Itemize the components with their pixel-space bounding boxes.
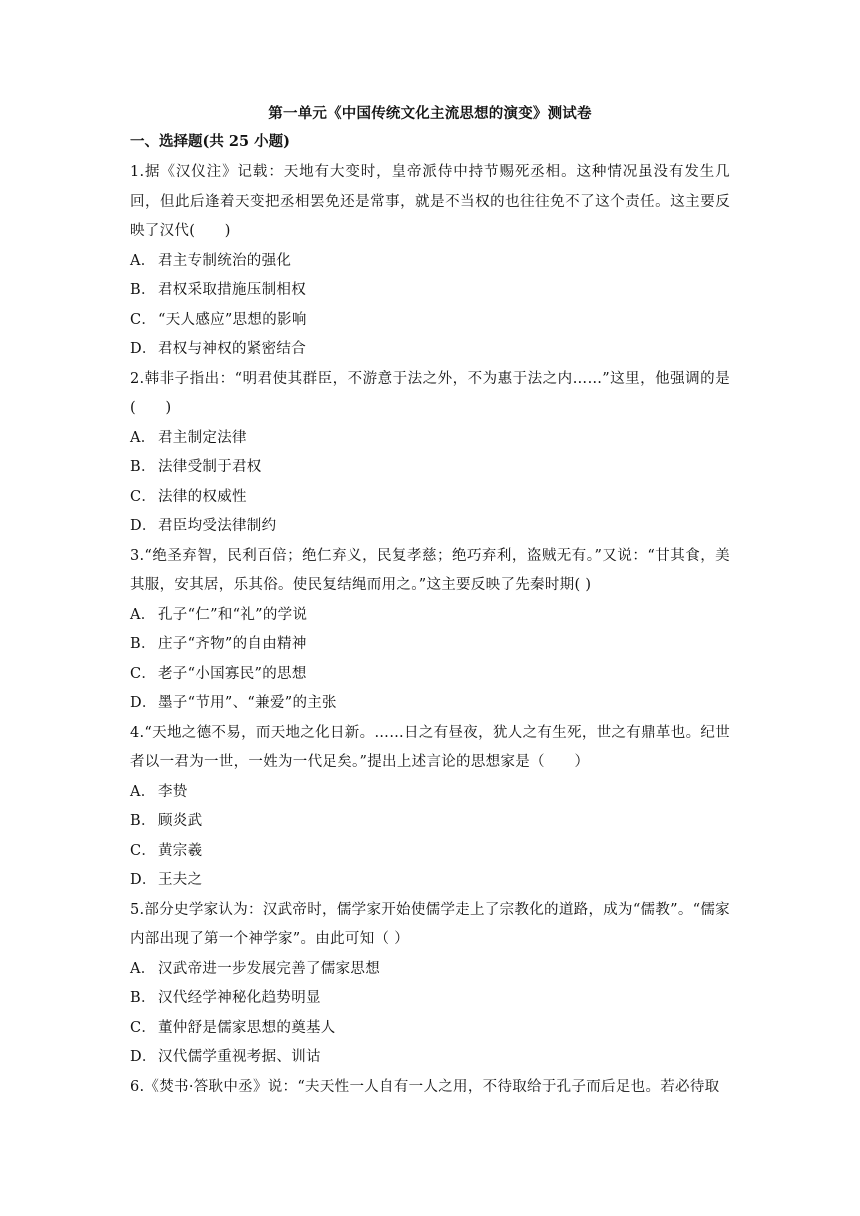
- option-d: [130, 689, 730, 719]
- option-letter: B．: [130, 990, 156, 1006]
- option-text: 君主制定法律: [158, 429, 247, 446]
- option-b: [130, 276, 730, 306]
- question-stem: 1.据《汉仪注》记载：天地有大变时，皇帝派侍中持节赐死丞相。这种情况虽没有发生几回，但此后逢着天变把丞相罢免还是常事，就是不当权的也往往免不了这个责任。这主要反映了汉代( ): [130, 164, 730, 239]
- option-text: 黄宗羲: [158, 842, 203, 859]
- exam-content: [130, 102, 730, 1102]
- option-letter: B．: [130, 813, 156, 829]
- option-c: [130, 837, 730, 867]
- option-list: [130, 424, 730, 542]
- exam-title: 第一单元《中国传统文化主流思想的演变》测试卷: [268, 105, 592, 122]
- option-d: [130, 512, 730, 542]
- question-4: [130, 719, 730, 896]
- question-stem: 6.《焚书·答耿中丞》说：“夫天性一人自有一人之用，不待取给于孔子而后足也。若必待取: [130, 1078, 720, 1095]
- option-a: [130, 601, 730, 631]
- option-letter: B．: [130, 636, 156, 652]
- question-stem: 5.部分史学家认为：汉武帝时，儒学家开始使儒学走上了宗教化的道路，成为“儒教”。“儒家内部出现了第一个神学家”。由此可知（ ）: [130, 901, 730, 947]
- option-letter: B．: [130, 282, 156, 298]
- question-3: [130, 542, 730, 719]
- option-letter: B．: [130, 459, 156, 475]
- option-text: 君臣均受法律制约: [158, 518, 277, 534]
- option-c: [130, 660, 730, 690]
- option-text: 顾炎武: [158, 813, 203, 829]
- option-text: 墨子“节用”、“兼爱”的主张: [158, 695, 337, 711]
- option-list: [130, 955, 730, 1073]
- option-letter: C．: [130, 842, 157, 859]
- option-list: [130, 778, 730, 896]
- question-stem: 4.“天地之德不易，而天地之化日新。……日之有昼夜，犹人之有生死，世之有鼎革也。纪世者以一君为一世，一姓为一代足矣。”提出上述言论的思想家是（ ）: [130, 724, 730, 770]
- option-d: [130, 1043, 730, 1073]
- option-d: [130, 866, 730, 896]
- option-letter: C．: [130, 311, 157, 328]
- option-letter: A．: [130, 960, 156, 977]
- option-text: 法律受制于君权: [158, 459, 262, 475]
- option-letter: A．: [130, 252, 156, 269]
- option-a: [130, 424, 730, 454]
- option-text: 法律的权威性: [158, 488, 247, 505]
- option-letter: D．: [130, 872, 157, 888]
- option-list: [130, 601, 730, 719]
- option-b: [130, 807, 730, 837]
- option-letter: C．: [130, 488, 157, 505]
- option-a: [130, 955, 730, 985]
- option-text: 孔子“仁”和“礼”的学说: [158, 606, 308, 623]
- option-letter: C．: [130, 1019, 157, 1036]
- option-letter: A．: [130, 783, 156, 800]
- question-6: [130, 1073, 730, 1103]
- option-letter: A．: [130, 606, 156, 623]
- option-text: 董仲舒是儒家思想的奠基人: [158, 1019, 336, 1036]
- option-letter: A．: [130, 429, 156, 446]
- option-text: 王夫之: [158, 872, 203, 888]
- option-list: [130, 247, 730, 365]
- question-1: [130, 158, 730, 365]
- question-stem: 2.韩非子指出：“明君使其群臣，不游意于法之外，不为惠于法之内……”这里，他强调的是( ): [130, 370, 730, 416]
- option-a: [130, 247, 730, 277]
- option-b: [130, 984, 730, 1014]
- option-letter: D．: [130, 695, 157, 711]
- option-a: [130, 778, 730, 808]
- option-c: [130, 483, 730, 513]
- option-letter: D．: [130, 1049, 157, 1065]
- option-c: [130, 306, 730, 336]
- option-letter: C．: [130, 665, 157, 682]
- option-text: 汉武帝进一步发展完善了儒家思想: [158, 960, 380, 977]
- option-c: [130, 1014, 730, 1044]
- option-text: 君权与神权的紧密结合: [158, 341, 306, 357]
- option-text: 老子“小国寡民”的思想: [158, 665, 307, 682]
- option-letter: D．: [130, 341, 157, 357]
- question-2: [130, 365, 730, 542]
- option-text: 君主专制统治的强化: [158, 252, 292, 269]
- option-letter: D．: [130, 518, 157, 534]
- option-b: [130, 453, 730, 483]
- question-5: [130, 896, 730, 1073]
- option-text: 君权采取措施压制相权: [158, 282, 306, 298]
- option-text: 庄子“齐物”的自由精神: [158, 636, 307, 652]
- option-text: 李贽: [158, 783, 188, 800]
- option-b: [130, 630, 730, 660]
- question-stem: 3.“绝圣弃智，民利百倍；绝仁弃义，民复孝慈；绝巧弃利，盗贼无有。”又说：“甘其食，美其服，安其居，乐其俗。使民复结绳而用之。”这主要反映了先秦时期( ): [130, 547, 730, 593]
- option-d: [130, 335, 730, 365]
- option-text: 汉代经学神秘化趋势明显: [158, 990, 321, 1006]
- section-heading: 一、选择题(共 25 小题): [130, 133, 290, 150]
- option-text: “天人感应”思想的影响: [158, 311, 307, 328]
- option-text: 汉代儒学重视考据、训诂: [158, 1049, 321, 1065]
